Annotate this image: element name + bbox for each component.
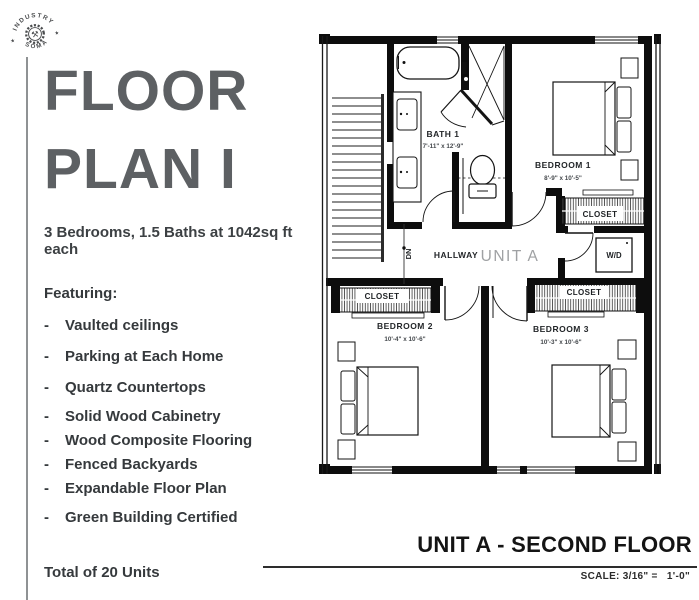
feature-label: Green Building Certified xyxy=(65,509,238,526)
bullet-dash: - xyxy=(44,456,49,473)
feature-label: Solid Wood Cabinetry xyxy=(65,408,221,425)
bullet-dash: - xyxy=(44,408,49,425)
feature-item xyxy=(44,508,316,527)
plan-subtitle: 3 Bedrooms, 1.5 Baths at 1042sq ft each xyxy=(44,224,293,258)
down-label: DN xyxy=(404,248,413,260)
bedroom1-label: BEDROOM 1 xyxy=(535,160,591,170)
bathtub-icon xyxy=(397,47,459,79)
feature-label: Vaulted ceilings xyxy=(65,317,179,334)
bath1-label: BATH 1 xyxy=(426,129,460,139)
bullet-dash: - xyxy=(44,432,49,449)
feature-label: Fenced Backyards xyxy=(65,456,198,473)
closet-bedroom2 xyxy=(340,288,431,318)
closet-label: CLOSET xyxy=(582,210,618,219)
feature-label: Quartz Countertops xyxy=(65,379,206,396)
total-units-label: Total of 20 Units xyxy=(44,564,160,581)
unit-label: UNIT A xyxy=(480,248,540,265)
feature-list xyxy=(44,316,316,527)
window xyxy=(437,36,458,44)
bullet-dash: - xyxy=(44,379,49,396)
door-arc xyxy=(492,286,527,321)
feature-label: Parking at Each Home xyxy=(65,348,224,365)
feature-item xyxy=(44,479,316,498)
bullet-dash: - xyxy=(44,317,49,334)
window xyxy=(352,466,392,474)
sheet-title-rule xyxy=(263,566,697,568)
bullet-dash: - xyxy=(44,509,49,526)
bed-icon-bedroom2 xyxy=(338,342,418,459)
logo-star-right: ★ xyxy=(54,30,60,37)
feature-label: Expandable Floor Plan xyxy=(65,480,227,497)
door-arc xyxy=(565,233,593,261)
door-arc xyxy=(512,192,546,226)
closet-label: CLOSET xyxy=(566,288,602,297)
closet-label: CLOSET xyxy=(364,292,400,301)
window xyxy=(595,36,638,44)
bullet-dash: - xyxy=(44,480,49,497)
window xyxy=(527,466,575,474)
logo-star-left: ★ xyxy=(9,37,16,45)
bedroom1-dims: 8'-9" x 10'-5" xyxy=(544,175,582,182)
door-arc xyxy=(445,286,479,320)
window xyxy=(497,466,520,474)
hallway-label: HALLWAY xyxy=(433,250,479,260)
feature-item xyxy=(44,407,316,426)
washer-dryer xyxy=(596,238,632,272)
crossed-hammers-icon: ⚒ xyxy=(30,28,40,40)
sheet-title: UNIT A - SECOND FLOOR xyxy=(417,532,692,557)
bedroom2-dims: 10'-4" x 10'-6" xyxy=(384,336,426,343)
toilet-icon xyxy=(458,156,505,215)
stair-railing xyxy=(381,94,384,262)
logo-arc-bottom-text: SOMA xyxy=(23,37,50,51)
vanity-sinks-icon xyxy=(393,92,421,202)
divider-line xyxy=(26,57,28,600)
feature-item xyxy=(44,455,316,474)
bullet-dash: - xyxy=(44,348,49,365)
bedroom3-label: BEDROOM 3 xyxy=(533,324,589,334)
wd-label: W/D xyxy=(606,251,622,260)
featuring-heading: Featuring: xyxy=(44,285,118,302)
feature-item xyxy=(44,378,316,397)
closet-bedroom1 xyxy=(562,190,644,224)
floor-plan xyxy=(315,5,665,485)
bed-icon-bedroom3 xyxy=(552,340,636,461)
closet-bedroom3 xyxy=(535,285,636,317)
bedroom2-label: BEDROOM 2 xyxy=(377,321,433,331)
info-panel xyxy=(44,52,316,596)
logo-arc-top-text: INDUSTRY xyxy=(11,12,56,32)
page-title: FLOOR PLAN I xyxy=(44,59,249,201)
feature-item xyxy=(44,431,316,450)
bedroom3-dims: 10'-3" x 10'-6" xyxy=(540,339,582,346)
feature-label: Wood Composite Flooring xyxy=(65,432,253,449)
feature-item xyxy=(44,347,316,366)
feature-item xyxy=(44,316,316,335)
door-arc xyxy=(423,191,454,222)
bath1-dims: 7'-11" x 12'-9" xyxy=(422,143,464,150)
scale-note: SCALE: 3/16" = 1'-0" xyxy=(580,571,690,582)
